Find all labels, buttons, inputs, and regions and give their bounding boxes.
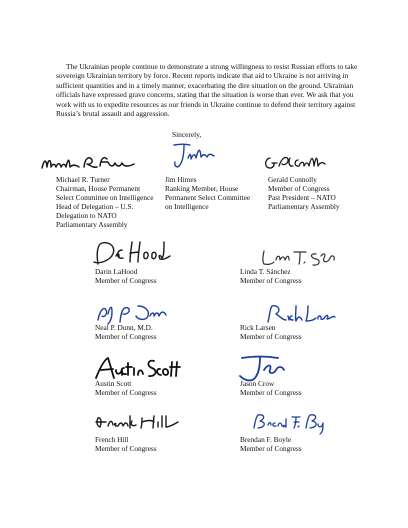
signer-block-sanchez (240, 268, 302, 286)
signer-title-line: Member of Congress (95, 331, 157, 341)
signer-title-line: Head of Delegation – U.S. (56, 201, 134, 211)
signer-title-line: Member of Congress (95, 387, 157, 397)
signer-name: Neal P. Dunn, M.D. (95, 323, 153, 332)
signer-block-hill (95, 436, 157, 454)
signer-name: Jim Himes (165, 175, 197, 184)
signer-name: Linda T. Sánchez (240, 267, 291, 276)
signer-title-line: Member of Congress (95, 443, 157, 453)
signer-title-line: Parliamentary Assembly (56, 219, 128, 229)
signer-name: Michael R. Turner (56, 175, 110, 184)
signature-boyle (248, 410, 328, 436)
letter-body-paragraph: The Ukrainian people continue to demonstrate a strong willingness to resist Russian efforts to take sovereign Ukrainian territory by force. Recent reports indicate that aid to Ukraine is not arriving in sufficient quantities and in a timely manner, exacerbating the dire situation on the ground. Ukrainian officials have expressed grave concerns, stating that the situation is worse than ever. We ask that you work with us to expedite resources as our friends in Ukraine continue to defend their territory against Russia’s brutal assault and aggression. (56, 62, 358, 119)
signer-name: Austin Scott (95, 379, 132, 388)
signer-block-scott (95, 380, 157, 398)
signer-title-line: Parliamentary Assembly (268, 201, 340, 211)
signer-title-line: Past President – NATO (268, 192, 336, 202)
signer-title-line: Member of Congress (240, 275, 302, 285)
signer-name: Gerald Connolly (268, 175, 317, 184)
signer-name: Jason Crow (240, 379, 275, 388)
signer-block-connolly (268, 176, 340, 212)
signer-title-line: Chairman, House Permanent (56, 183, 141, 193)
signature-turner (38, 150, 138, 174)
signer-title-line: Ranking Member, House (165, 183, 239, 193)
signer-title-line: Select Committee on Intelligence (56, 192, 154, 202)
signature-lahood (88, 238, 178, 268)
signer-title-line: Permanent Select Committee (165, 192, 251, 202)
closing-salutation: Sincerely, (172, 130, 202, 139)
signer-block-dunn (95, 324, 157, 342)
signer-block-larsen (240, 324, 302, 342)
signature-himes (168, 140, 218, 172)
signer-name: French Hill (95, 435, 129, 444)
signer-name: Rick Larsen (240, 323, 276, 332)
signer-title-line: Member of Congress (240, 387, 302, 397)
signature-connolly (262, 150, 328, 174)
signer-block-himes (165, 176, 250, 212)
signer-block-boyle (240, 436, 302, 454)
signer-title-line: Member of Congress (268, 183, 330, 193)
signer-title-line: Delegation to NATO (56, 210, 117, 220)
signature-hill (92, 410, 182, 434)
signer-title-line: Member of Congress (240, 443, 302, 453)
signer-title-line: on Intelligence (165, 201, 209, 211)
signer-title-line: Member of Congress (240, 331, 302, 341)
signer-name: Brendan F. Boyle (240, 435, 292, 444)
signer-block-turner (56, 176, 153, 229)
signer-title-line: Member of Congress (95, 275, 157, 285)
signer-name: Darin LaHood (95, 267, 138, 276)
signer-block-crow (240, 380, 302, 398)
signer-block-lahood (95, 268, 157, 286)
